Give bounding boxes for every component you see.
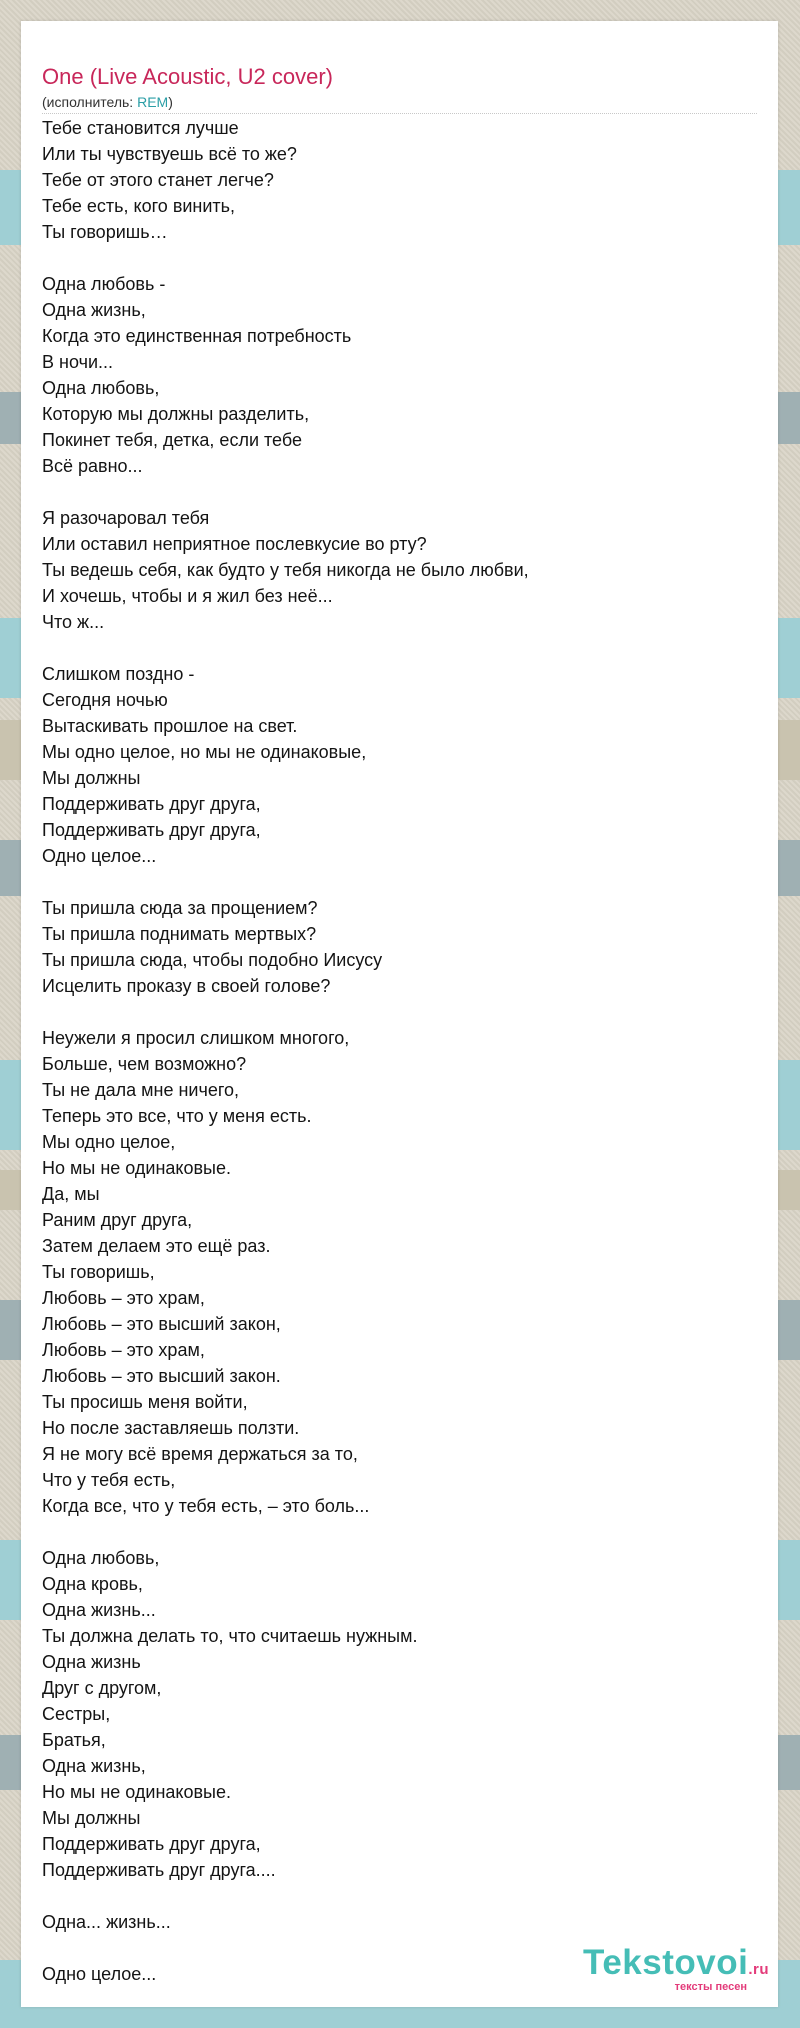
- lyric-line: Ты пришла поднимать мертвых?: [42, 924, 317, 944]
- lyric-line: Одна жизнь,: [42, 300, 146, 320]
- lyric-line: Одна любовь,: [42, 378, 160, 398]
- stanza-break: [42, 635, 757, 661]
- lyric-line: Но мы не одинаковые.: [42, 1782, 231, 1802]
- stanza-break: [42, 479, 757, 505]
- logo-tagline: тексты песен: [674, 1981, 747, 1993]
- lyric-line: Ты пришла сюда за прощением?: [42, 898, 318, 918]
- lyric-line: Покинет тебя, детка, если тебе: [42, 430, 302, 450]
- lyrics-card: [21, 21, 778, 2007]
- lyric-line: Поддерживать друг друга,: [42, 820, 261, 840]
- lyrics-text: [42, 115, 757, 1987]
- lyric-line: Одна любовь -: [42, 274, 166, 294]
- lyric-line: Но мы не одинаковые.: [42, 1158, 231, 1178]
- stanza-break: [42, 869, 757, 895]
- lyric-line: Что у тебя есть,: [42, 1470, 176, 1490]
- lyric-line: Любовь – это высший закон.: [42, 1366, 281, 1386]
- lyric-line: Ты пришла сюда, чтобы подобно Иисусу: [42, 950, 383, 970]
- lyric-line: Одна... жизнь...: [42, 1912, 171, 1932]
- site-logo[interactable]: [583, 1943, 769, 1993]
- lyric-line: Одно целое...: [42, 1964, 157, 1984]
- song-title: One (Live Acoustic, U2 cover): [42, 64, 334, 89]
- stanza-break: [42, 1519, 757, 1545]
- lyric-line: Ты просишь меня войти,: [42, 1392, 248, 1412]
- artist-suffix: ): [168, 94, 173, 110]
- lyric-line: Затем делаем это ещё раз.: [42, 1236, 271, 1256]
- lyric-line: Любовь – это высший закон,: [42, 1314, 281, 1334]
- lyric-line: Больше, чем возможно?: [42, 1054, 247, 1074]
- lyric-line: Любовь – это храм,: [42, 1288, 205, 1308]
- lyric-line: Одна жизнь: [42, 1652, 141, 1672]
- lyric-line: Неужели я просил слишком многого,: [42, 1028, 350, 1048]
- lyric-line: Ты не дала мне ничего,: [42, 1080, 240, 1100]
- lyric-line: Мы одно целое, но мы не одинаковые,: [42, 742, 367, 762]
- lyric-line: Или оставил неприятное послевкусие во рту?: [42, 534, 427, 554]
- lyric-line: Поддерживать друг друга....: [42, 1860, 276, 1880]
- lyric-line: Любовь – это храм,: [42, 1340, 205, 1360]
- lyric-line: Что ж...: [42, 612, 105, 632]
- lyric-line: Ты говоришь,: [42, 1262, 155, 1282]
- lyric-line: Которую мы должны разделить,: [42, 404, 310, 424]
- lyric-line: Я разочаровал тебя: [42, 508, 210, 528]
- lyric-line: Да, мы: [42, 1184, 100, 1204]
- lyric-line: Ты говоришь…: [42, 222, 168, 242]
- lyric-line: Одна любовь,: [42, 1548, 160, 1568]
- lyric-line: Тебе есть, кого винить,: [42, 196, 236, 216]
- lyric-line: Или ты чувствуешь всё то же?: [42, 144, 297, 164]
- lyric-line: Всё равно...: [42, 456, 143, 476]
- stanza-break: [42, 1883, 757, 1909]
- lyric-line: Мы одно целое,: [42, 1132, 176, 1152]
- lyric-line: Сегодня ночью: [42, 690, 168, 710]
- lyric-line: Когда это единственная потребность: [42, 326, 352, 346]
- artist-prefix: (исполнитель:: [42, 94, 138, 110]
- lyric-line: Мы должны: [42, 768, 141, 788]
- song-header: [42, 43, 757, 114]
- lyric-line: Одна жизнь...: [42, 1600, 156, 1620]
- artist-link[interactable]: REM: [137, 94, 169, 110]
- lyric-line: Одна кровь,: [42, 1574, 143, 1594]
- logo-name: Tekstovoi: [583, 1943, 749, 1982]
- stanza-break: [42, 245, 757, 271]
- artist-line: [42, 93, 173, 111]
- logo-tld: .ru: [748, 1961, 769, 1978]
- lyric-line: Исцелить проказу в своей голове?: [42, 976, 331, 996]
- lyric-line: Сестры,: [42, 1704, 111, 1724]
- lyric-line: Тебе становится лучше: [42, 118, 239, 138]
- lyric-line: Поддерживать друг друга,: [42, 1834, 261, 1854]
- lyric-line: Мы должны: [42, 1808, 141, 1828]
- lyric-line: В ночи...: [42, 352, 113, 372]
- lyric-line: Друг с другом,: [42, 1678, 162, 1698]
- lyric-line: Я не могу всё время держаться за то,: [42, 1444, 358, 1464]
- lyric-line: Раним друг друга,: [42, 1210, 193, 1230]
- lyric-line: Теперь это все, что у меня есть.: [42, 1106, 312, 1126]
- lyric-line: И хочешь, чтобы и я жил без неё...: [42, 586, 333, 606]
- lyric-line: Одна жизнь,: [42, 1756, 146, 1776]
- stanza-break: [42, 999, 757, 1025]
- lyric-line: Тебе от этого станет легче?: [42, 170, 274, 190]
- lyric-line: Ты должна делать то, что считаешь нужным.: [42, 1626, 418, 1646]
- lyric-line: Слишком поздно -: [42, 664, 195, 684]
- lyric-line: Вытаскивать прошлое на свет.: [42, 716, 298, 736]
- lyric-line: Когда все, что у тебя есть, – это боль...: [42, 1496, 370, 1516]
- lyric-line: Но после заставляешь ползти.: [42, 1418, 300, 1438]
- lyric-line: Ты ведешь себя, как будто у тебя никогда не было любви,: [42, 560, 529, 580]
- lyric-line: Братья,: [42, 1730, 106, 1750]
- lyric-line: Одно целое...: [42, 846, 157, 866]
- lyric-line: Поддерживать друг друга,: [42, 794, 261, 814]
